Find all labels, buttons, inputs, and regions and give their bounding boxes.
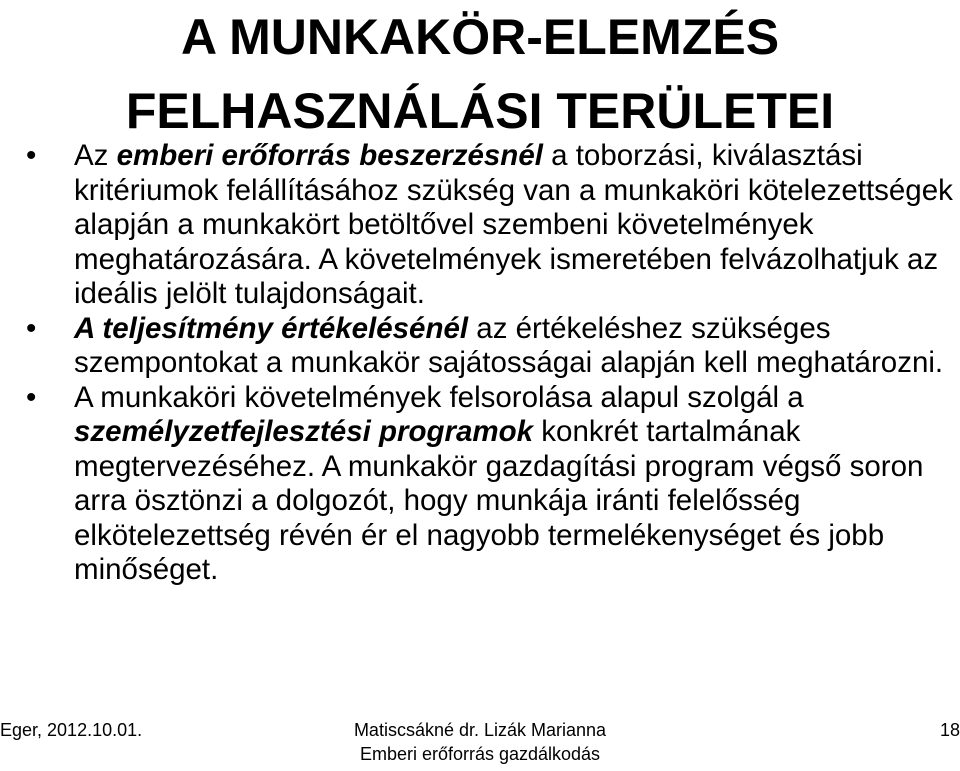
bullet-item-performance xyxy=(0,312,960,381)
bullet-text xyxy=(74,312,956,381)
bullet-icon: • xyxy=(26,380,37,414)
bullet-text-emphasis: személyzetfejlesztési programok xyxy=(74,415,534,448)
bullet-item-development xyxy=(0,381,960,588)
footer-page-number: 18 xyxy=(939,720,960,740)
slide-title-line-2: FELHASZNÁLÁSI TERÜLETEI xyxy=(125,83,835,139)
bullet-list xyxy=(0,139,960,588)
bullet-text xyxy=(74,381,956,588)
bullet-text-post: az értékeléshez szükséges szempontokat a munkakör sajátosságai alapján kell meghatározni. xyxy=(74,311,944,379)
footer-center xyxy=(0,718,960,766)
bullet-text-emphasis: A teljesítmény értékelésénél xyxy=(74,311,469,345)
bullet-text-post: a toborzási, kiválasztási kritériumok felállításához szükség van a munkaköri kötelezettségek alapján a munkakört betöltővel szembeni követelmények meghatározására. A követelmények ismeretében felvázolhatjuk az ideális jelölt tulajdonságait. xyxy=(74,139,953,310)
bullet-text-pre: Az xyxy=(74,139,117,172)
footer-author: Matiscsákné dr. Lizák Marianna xyxy=(353,720,607,740)
bullet-item-recruitment xyxy=(0,139,960,312)
slide-title xyxy=(0,0,960,148)
slide-footer xyxy=(0,718,960,771)
footer-course: Emberi erőforrás gazdálkodás xyxy=(359,744,601,764)
bullet-text-pre: A munkaköri követelmények felsorolása alapul szolgál a xyxy=(74,380,804,414)
bullet-icon: • xyxy=(26,311,37,345)
slide-title-line-1: A MUNKAKÖR-ELEMZÉS xyxy=(180,9,780,65)
bullet-text-post: konkrét tartalmának megtervezéséhez. A munkakör gazdagítási program végső soron arra ösztönzi a dolgozót, hogy munkája iránti felelősség elkötelezettség révén ér el nagyobb termelékenységet és jobb minőséget. xyxy=(74,415,924,586)
bullet-icon: • xyxy=(26,139,37,172)
bullet-text xyxy=(74,139,956,312)
bullet-text-emphasis: emberi erőforrás beszerzésnél xyxy=(116,139,543,172)
footer-date: Eger, 2012.10.01. xyxy=(0,720,143,740)
